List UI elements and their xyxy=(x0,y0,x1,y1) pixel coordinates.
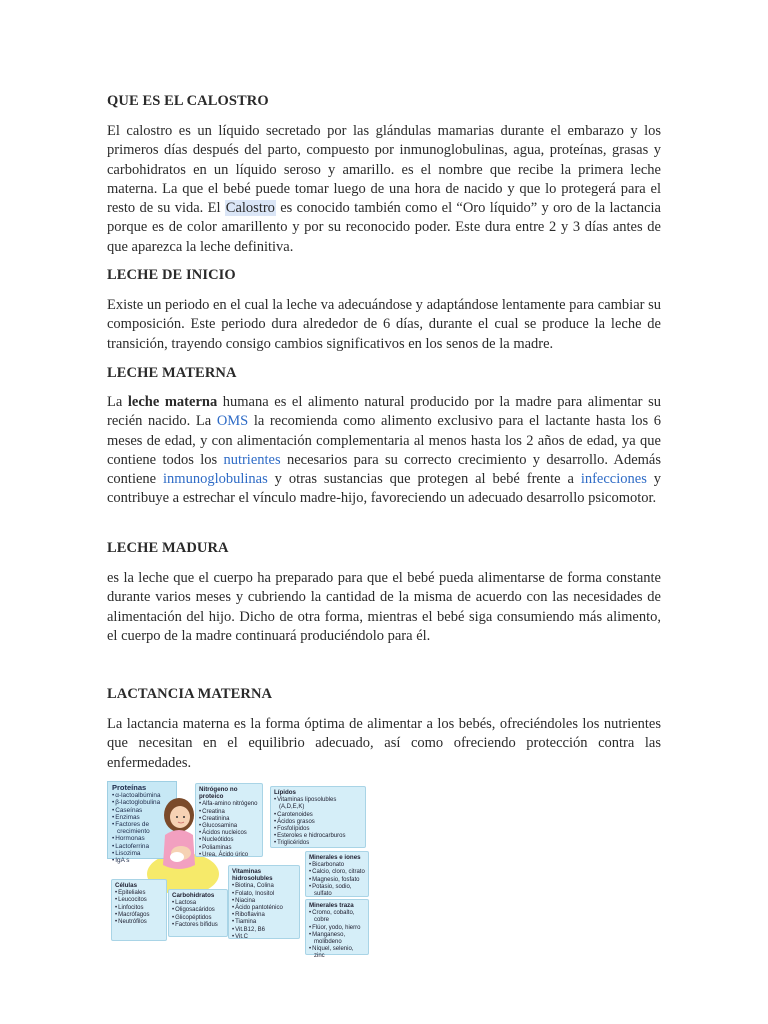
list-item: • Factores bífidus xyxy=(177,922,224,929)
box-title: Minerales traza xyxy=(309,902,354,909)
list-item: • Urea, Ácido úrico xyxy=(204,852,259,859)
list-item: • Esteroles e hidrocarburos xyxy=(279,833,362,840)
box-nitrogeno-no-proteico xyxy=(195,783,263,857)
list-item: • Carotenoides xyxy=(279,812,362,819)
box-title: Lípidos xyxy=(274,789,296,796)
list-item: • Ácido pantoténico xyxy=(237,905,296,912)
link-nutrientes[interactable]: nutrientes xyxy=(223,451,281,468)
list-item: • Fosfolípidos xyxy=(279,826,362,833)
list-item: • Folato, Inositol xyxy=(237,891,296,898)
box-list xyxy=(172,900,224,929)
paragraph-calostro xyxy=(107,122,661,257)
list-item: • Poliaminas xyxy=(204,845,259,852)
list-item: • Triglicéridos xyxy=(279,840,362,847)
text-run: la recomienda como alimento exclusivo para el lactante hasta los 6 meses de edad, y con alimentación complementaria al menos hasta los 2 años de edad, ya que contiene todos los xyxy=(107,413,662,468)
box-title: Proteínas xyxy=(112,783,147,792)
list-item: • α-lactoalbúmina xyxy=(117,792,172,799)
box-lipidos xyxy=(270,786,366,848)
list-item: • Calcio, cloro, citrato xyxy=(314,869,365,876)
list-item: • Factores de crecimiento xyxy=(117,821,172,835)
list-item: • Nucleótidos xyxy=(204,837,259,844)
list-item: • Niacina xyxy=(237,898,296,905)
text-run: y otras sustancias que protegen al bebé frente a xyxy=(267,471,581,488)
box-list xyxy=(115,890,163,926)
paragraph-leche-madura: es la leche que el cuerpo ha preparado para que el bebé pueda alimentarse de forma constante durante varios meses y cubriendo la cantidad de la misma de acuerdo con las necesidades de alimentación del hijo. Dicho de otra forma, mientras el bebé siga consumiendo más alimento, el cuerpo de la madre continuará produciéndolo para él. xyxy=(107,570,661,644)
link-oms[interactable]: OMS xyxy=(216,413,249,430)
list-item: • Biotina, Colina xyxy=(237,883,296,890)
list-item: • Ácidos grasos xyxy=(279,819,362,826)
text-run: y contribuye a estrechar el vínculo madre-hijo, favoreciendo un adecuado desarrollo psicomotor. xyxy=(107,471,661,507)
list-item: • IgA s xyxy=(117,857,172,864)
box-list xyxy=(232,883,296,941)
box-list xyxy=(199,801,259,859)
box-minerales-e-iones xyxy=(305,851,369,897)
box-title: Nitrógeno no proteico xyxy=(199,786,238,801)
paragraph-leche-materna xyxy=(107,393,661,509)
box-title: Minerales e iones xyxy=(309,854,361,861)
list-item: • Glucosamina xyxy=(204,823,259,830)
link-inmunoglobulinas[interactable]: inmunoglobulinas xyxy=(163,471,268,488)
list-item: • Linfocitos xyxy=(120,905,163,912)
box-list xyxy=(309,910,365,960)
list-item: • Creatina xyxy=(204,809,259,816)
text-run: humana es el alimento natural producido por la madre para alimentar su recién nacido. La xyxy=(107,394,661,430)
box-carbohidratos xyxy=(168,889,228,937)
box-list xyxy=(309,862,365,898)
paragraph-calostro-text-2: es conocido también como el “Oro líquido” y oro de la lactancia porque es de color amarillento y por su reconocido poder. Este dura entre 2 y 3 días antes de que aparezca la leche definitiva. xyxy=(107,200,661,255)
list-item: • Vitaminas liposolubles (A,D,E,K) xyxy=(279,797,362,811)
box-vitaminas-hidrosolubles xyxy=(228,865,300,939)
list-item: • Neutrófilos xyxy=(120,919,163,926)
list-item: • Alfa-amino nitrógeno xyxy=(204,801,259,808)
list-item: • Enzimas xyxy=(117,814,172,821)
list-item: • Manganeso, molibdeno xyxy=(314,932,365,946)
heading-leche-materna: LECHE MATERNA xyxy=(107,365,237,381)
list-item: • Lactoferrina xyxy=(117,843,172,850)
list-item: • Flúor, yodo, hierro xyxy=(314,925,365,932)
list-item: • Cromo, cobalto, cobre xyxy=(314,910,365,924)
list-item: • Bicarbonato xyxy=(314,862,365,869)
breast-milk-composition-infographic xyxy=(107,781,371,960)
box-title: Vitaminas hidrosolubles xyxy=(232,868,273,883)
list-item: • Magnesio, fosfato xyxy=(314,877,365,884)
highlighted-word-calostro[interactable]: Calostro xyxy=(225,200,275,217)
list-item: • Glicopéptidos xyxy=(177,915,224,922)
heading-leche-madura: LECHE MADURA xyxy=(107,540,229,556)
box-title: Células xyxy=(115,882,138,889)
list-item: • Creatinina xyxy=(204,816,259,823)
text-run: La xyxy=(107,394,128,410)
text-run: necesarios para su correcto crecimiento y desarrollo. Además contiene xyxy=(107,451,661,488)
list-item: • β-lactoglobulina xyxy=(117,799,172,806)
paragraph-lactancia-materna: La lactancia materna es la forma óptima de alimentar a los bebés, ofreciéndoles los nutrientes que necesitan en el equilibrio adecuado, así como ofreciendo protección contra las enfermedades. xyxy=(107,716,661,771)
list-item: • Lisozima xyxy=(117,850,172,857)
heading-lactancia-materna: LACTANCIA MATERNA xyxy=(107,686,273,702)
list-item: • Riboflavina xyxy=(237,912,296,919)
list-item: • Ácidos nucleicos xyxy=(204,830,259,837)
box-title: Carbohidratos xyxy=(172,892,215,899)
list-item: • Leucocitos xyxy=(120,897,163,904)
paragraph-calostro-text-1: El calostro es un líquido secretado por las glándulas mamarias durante el embarazo y los primeros días después del parto, compuesto por inmunoglobulinas, agua, proteínas, grasas y carbohidratos en un líquido seroso y amarillo. es el nombre que recibe la primera leche materna. La que el bebé puede tomar luego de una hora de nacido y que lo protegerá para el resto de su vida. El xyxy=(107,123,661,217)
heading-leche-de-inicio: LECHE DE INICIO xyxy=(107,267,236,283)
list-item: • Caseínas xyxy=(117,807,172,814)
heading-calostro: QUE ES EL CALOSTRO xyxy=(107,93,269,109)
list-item: • Níquel, selenio, zinc xyxy=(314,946,365,960)
bold-term-leche-materna: leche materna xyxy=(127,394,218,410)
box-minerales-traza xyxy=(305,899,369,960)
list-item: • Macrófagos xyxy=(120,912,163,919)
list-item: • Oligosacáridos xyxy=(177,907,224,914)
box-list xyxy=(274,797,362,847)
list-item: • Lactosa xyxy=(177,900,224,907)
paragraph-leche-de-inicio: Existe un periodo en el cual la leche va adecuándose y adaptándose lentamente para cambiar su composición. Este periodo dura alrededor de 6 días, durante el cual se produce la leche de transición, trayendo consigo cambios significativos en los senos de la madre. xyxy=(107,297,661,352)
list-item: • Potasio, sodio, sulfato xyxy=(314,884,365,898)
link-infecciones[interactable]: infecciones xyxy=(580,471,647,488)
box-celulas xyxy=(111,879,167,941)
list-item: • Tiamina xyxy=(237,919,296,926)
list-item: • Hormonas xyxy=(117,835,172,842)
list-item: • Vit.B12, B6 xyxy=(237,927,296,934)
list-item: • Epiteliales xyxy=(120,890,163,897)
list-item: • Vit.C xyxy=(237,934,296,941)
